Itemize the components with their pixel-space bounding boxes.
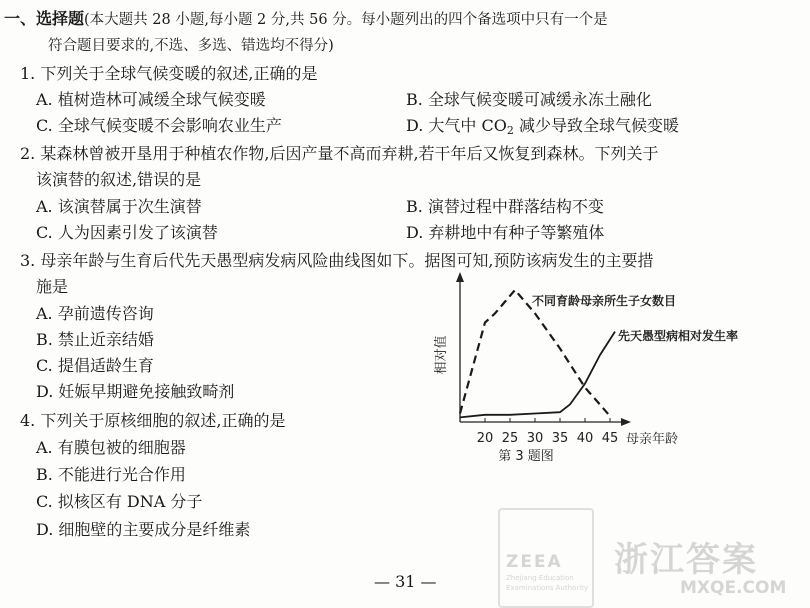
q2-option-a[interactable]: A. 该演替属于次生演替 xyxy=(36,197,202,216)
q1-option-d-post: 减少导致全球气候变暖 xyxy=(513,116,679,135)
page-number: — 31 — xyxy=(374,572,437,591)
q1-option-d[interactable] xyxy=(406,116,679,136)
x-tick-label: 30 xyxy=(526,431,544,446)
x-tick-label: 20 xyxy=(476,431,494,446)
q4-option-d[interactable]: D. 细胞壁的主要成分是纤维素 xyxy=(36,520,251,539)
y-axis-label: 相对值 xyxy=(434,335,449,375)
q1-option-b[interactable]: B. 全球气候变暖可减缓永冻土融化 xyxy=(406,90,652,109)
x-tick-label: 45 xyxy=(601,431,619,446)
x-tick-label: 25 xyxy=(501,431,519,446)
q3-stem-1: 3. 母亲年龄与生育后代先天愚型病发病风险曲线图如下。据图可知,预防该病发生的主要措 xyxy=(20,251,654,270)
x-axis-arrow xyxy=(621,418,631,426)
section-title: 一、选择题 xyxy=(4,9,85,28)
q4-stem: 4. 下列关于原核细胞的叙述,正确的是 xyxy=(20,411,286,430)
section-instructions-1: (本大题共 28 小题,每小题 2 分,共 56 分。每小题列出的四个备选项中只有一个是 xyxy=(84,12,608,28)
q1-option-d-pre: D. 大气中 CO xyxy=(406,116,507,135)
q2-stem-2: 该演替的叙述,错误的是 xyxy=(36,170,202,189)
series-children-count-line xyxy=(460,290,610,416)
q2-option-c[interactable]: C. 人为因素引发了该演替 xyxy=(36,223,218,242)
q3-option-a[interactable]: A. 孕前遗传咨询 xyxy=(36,304,154,323)
q3-stem-2: 施是 xyxy=(36,277,69,296)
q3-option-b[interactable]: B. 禁止近亲结婚 xyxy=(36,330,154,349)
x-axis-label: 母亲年龄 xyxy=(626,432,679,447)
q1-option-a[interactable]: A. 植树造林可减缓全球气候变暖 xyxy=(36,90,266,109)
q1-stem: 1. 下列关于全球气候变暖的叙述,正确的是 xyxy=(20,64,318,83)
q4-option-b[interactable]: B. 不能进行光合作用 xyxy=(36,465,186,484)
section-header xyxy=(4,9,608,30)
series2-label: 先天愚型病相对发生率 xyxy=(618,329,739,343)
q1-option-c[interactable]: C. 全球气候变暖不会影响农业生产 xyxy=(36,116,282,135)
watermark-logo-sub2: Examinations Authority xyxy=(506,584,589,592)
q3-figure-chart xyxy=(420,270,810,470)
q3-option-d[interactable]: D. 妊娠早期避免接触致畸剂 xyxy=(36,382,235,401)
figure-caption: 第 3 题图 xyxy=(498,449,554,464)
watermark xyxy=(488,506,810,608)
watermark-logo-text: ZEEA xyxy=(506,552,563,572)
q2-option-d[interactable]: D. 弃耕地中有种子等繁殖体 xyxy=(406,223,605,242)
q4-option-c[interactable]: C. 拟核区有 DNA 分子 xyxy=(36,492,203,511)
series-disease-rate-line xyxy=(460,332,615,418)
x-tick-label: 35 xyxy=(551,431,569,446)
watermark-logo-box xyxy=(498,508,594,608)
q2-stem-1: 2. 某森林曾被开垦用于种植农作物,后因产量不高而弃耕,若干年后又恢复到森林。下列关于 xyxy=(20,144,659,163)
watermark-logo-sub1: Zhejiang Education xyxy=(506,574,574,582)
q1-option-d-sub: 2 xyxy=(506,124,514,137)
x-tick-label: 40 xyxy=(576,431,594,446)
watermark-brand: 浙江答案 xyxy=(614,540,758,580)
q3-option-c[interactable]: C. 提倡适龄生育 xyxy=(36,356,154,375)
series1-label: 不同育龄母亲所生子女数目 xyxy=(532,294,677,308)
q4-option-a[interactable]: A. 有膜包被的细胞器 xyxy=(36,438,186,457)
watermark-site: MXQE.COM xyxy=(680,578,787,598)
y-axis-arrow xyxy=(456,272,464,282)
section-instructions-2: 符合题目要求的,不选、多选、错选均不得分) xyxy=(48,38,334,54)
q2-option-b[interactable]: B. 演替过程中群落结构不变 xyxy=(406,197,604,216)
